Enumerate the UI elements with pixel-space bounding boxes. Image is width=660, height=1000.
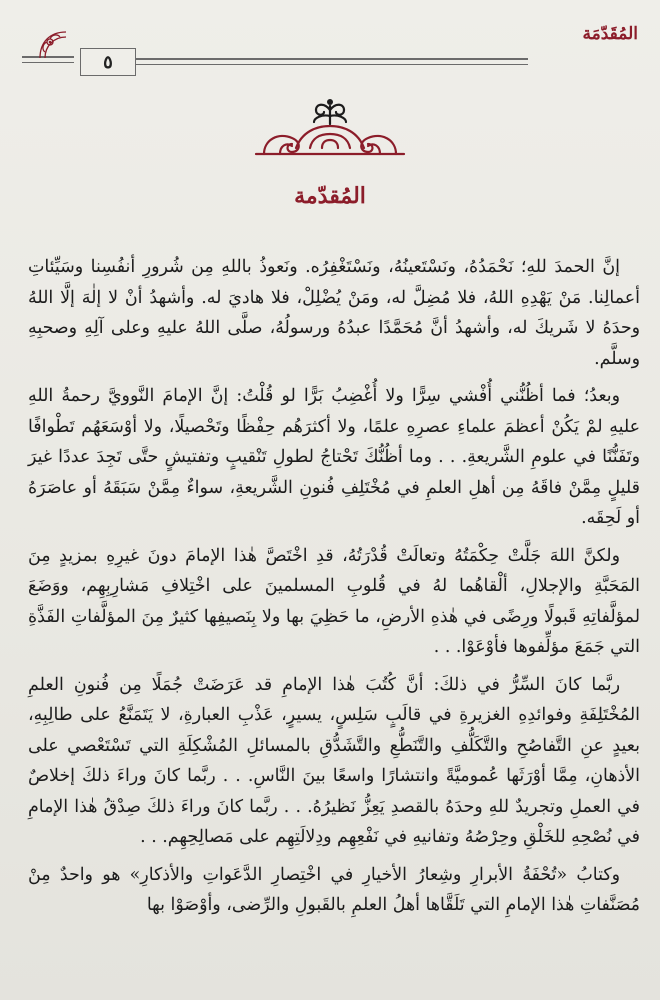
paragraph-4: ربَّما كانَ السِّرُّ في ذلكَ: أنَّ كُتُبَ هٰذا الإمامِ قد عَرَضَتْ جُمَلًا مِن فُنونِ العلمِ المُخْتَلِفَةِ وفوائدِهِ الغزيرةِ في قالَبٍ سَلِسٍ، يسيرٍ، عَذْبِ العبارةِ، لا يَتَمَنَّعُ على طالِبِهِ، بعيدٍ عنِ التَّفاصُحِ والتَّكَلُّفِ والتَّنَطُّعِ والتَّشَدُّقِ بالمسائلِ المُشْكِلَةِ التي تَسْتَعْصي على الأذهانِ، مِمَّا أوْرَثَها عُموميَّةً وانتشارًا واسعًا بينَ النَّاسِ. . . ربَّما كانَ وراءَ ذلكَ إخلاصٌ في العملِ وتجريدٌ للهِ وحدَهُ بالقصدِ يَعِزُّ نَظيرُهُ. . . ربَّما كانَ وراءَ ذلكَ صِدْقُ هٰذا الإمامِ في نُصْحِهِ للخَلْقِ وحِرْصُهُ وتفانيهِ في نَفْعِهِم ودِلالَتِهِم على مَصالِحِهِم. . .	[28, 674, 640, 847]
header-rule-bottom	[80, 64, 528, 65]
header-rule-left-bottom	[22, 62, 74, 63]
body-text	[28, 252, 640, 928]
paragraph-3: ولكنَّ اللهَ جَلَّتْ حِكْمَتُهُ وتعالَتْ قُدْرَتُهُ، قدِ اخْتَصَّ هٰذا الإمامَ دونَ غيرِهِ بمزيدٍ مِنَ المَحَبَّةِ والإجلالِ، ألْقاهُما لهُ في قُلوبِ المسلمينَ على اخْتِلافِ مَشارِبِهِم، ووَضَعَ لمؤلَّفاتِهِ قَبولًا ورِضًى في هٰذهِ الأرضِ، ما حَظِيَ بها ولا بِنَصيفِها كثيرٌ مِنَ المؤلَّفاتِ الفَذَّةِ التي جَمَعَ مؤلِّفوها فأوْعَوْا. . .	[28, 545, 640, 657]
header-rule-top	[80, 58, 528, 60]
running-header	[20, 22, 640, 80]
arabesque-headpiece-icon	[250, 96, 410, 162]
paragraph-5: وكتابُ «تُحْفَةُ الأبرارِ وشِعارُ الأخيارِ في اخْتِصارِ الدَّعَواتِ والأذكارِ» هو واحدٌ مِنْ مُصَنَّفاتِ هٰذا الإمامِ التي تَلَقَّاها أهلُ العلمِ بالقَبولِ والرِّضى، وأوْصَوْا بها	[28, 864, 640, 915]
page-number-box	[80, 48, 136, 76]
floral-corner-icon	[36, 28, 70, 62]
page-number: ٥	[103, 51, 113, 73]
running-title: المُقَدّمَة	[582, 24, 638, 44]
chapter-title: المُقدّمة	[294, 183, 366, 209]
paragraph-1: إنَّ الحمدَ للهِ؛ نَحْمَدُهُ، ونَسْتَعينُهُ، ونَسْتَغْفِرُه. ونَعوذُ باللهِ مِن شُرورِ أنفُسِنا وسَيِّئاتِ أعمالِنا. مَنْ يَهْدِهِ اللهُ، فلا مُضِلَّ له، ومَنْ يُضْلِلْ، فلا هاديَ له. وأشهدُ أنْ لا إلٰهَ إلَّا اللهُ وحدَهُ لا شَريكَ له، وأشهدُ أنَّ مُحَمَّدًا عبدُهُ ورسولُهُ، صلَّى اللهُ عليهِ وعلى آلِهِ وصحبِهِ وسلَّم.	[28, 257, 640, 369]
paragraph-2: وبعدُ؛ فما أظُنُّني أُفْشي سِرًّا ولا أُغْضِبُ بَرًّا لو قُلْتُ: إنَّ الإمامَ النَّوويَّ رحمةُ اللهِ عليهِ لمْ يَكُنْ أعظمَ علماءِ عصرِهِ علمًا، ولا أكثرَهُم حِفْظًا وتَحْصيلًا، ولا أوْسَعَهُم تَطْوافًا وتَفَنُّنًا في علومِ الشَّريعةِ. . . وما أظُنُّكَ تَحْتاجُ لطولِ تَنْقيبٍ وتفتيشٍ حتَّى تَجِدَ عددًا غيرَ قليلٍ مِمَّنْ فاقَهُ مِن أهلِ العلمِ في مُخْتَلِفِ فُنونِ الشَّريعةِ، سواءٌ مِمَّنْ سَبَقَهُ أو عاصَرَهُ أو لَحِقَه.	[28, 386, 640, 528]
